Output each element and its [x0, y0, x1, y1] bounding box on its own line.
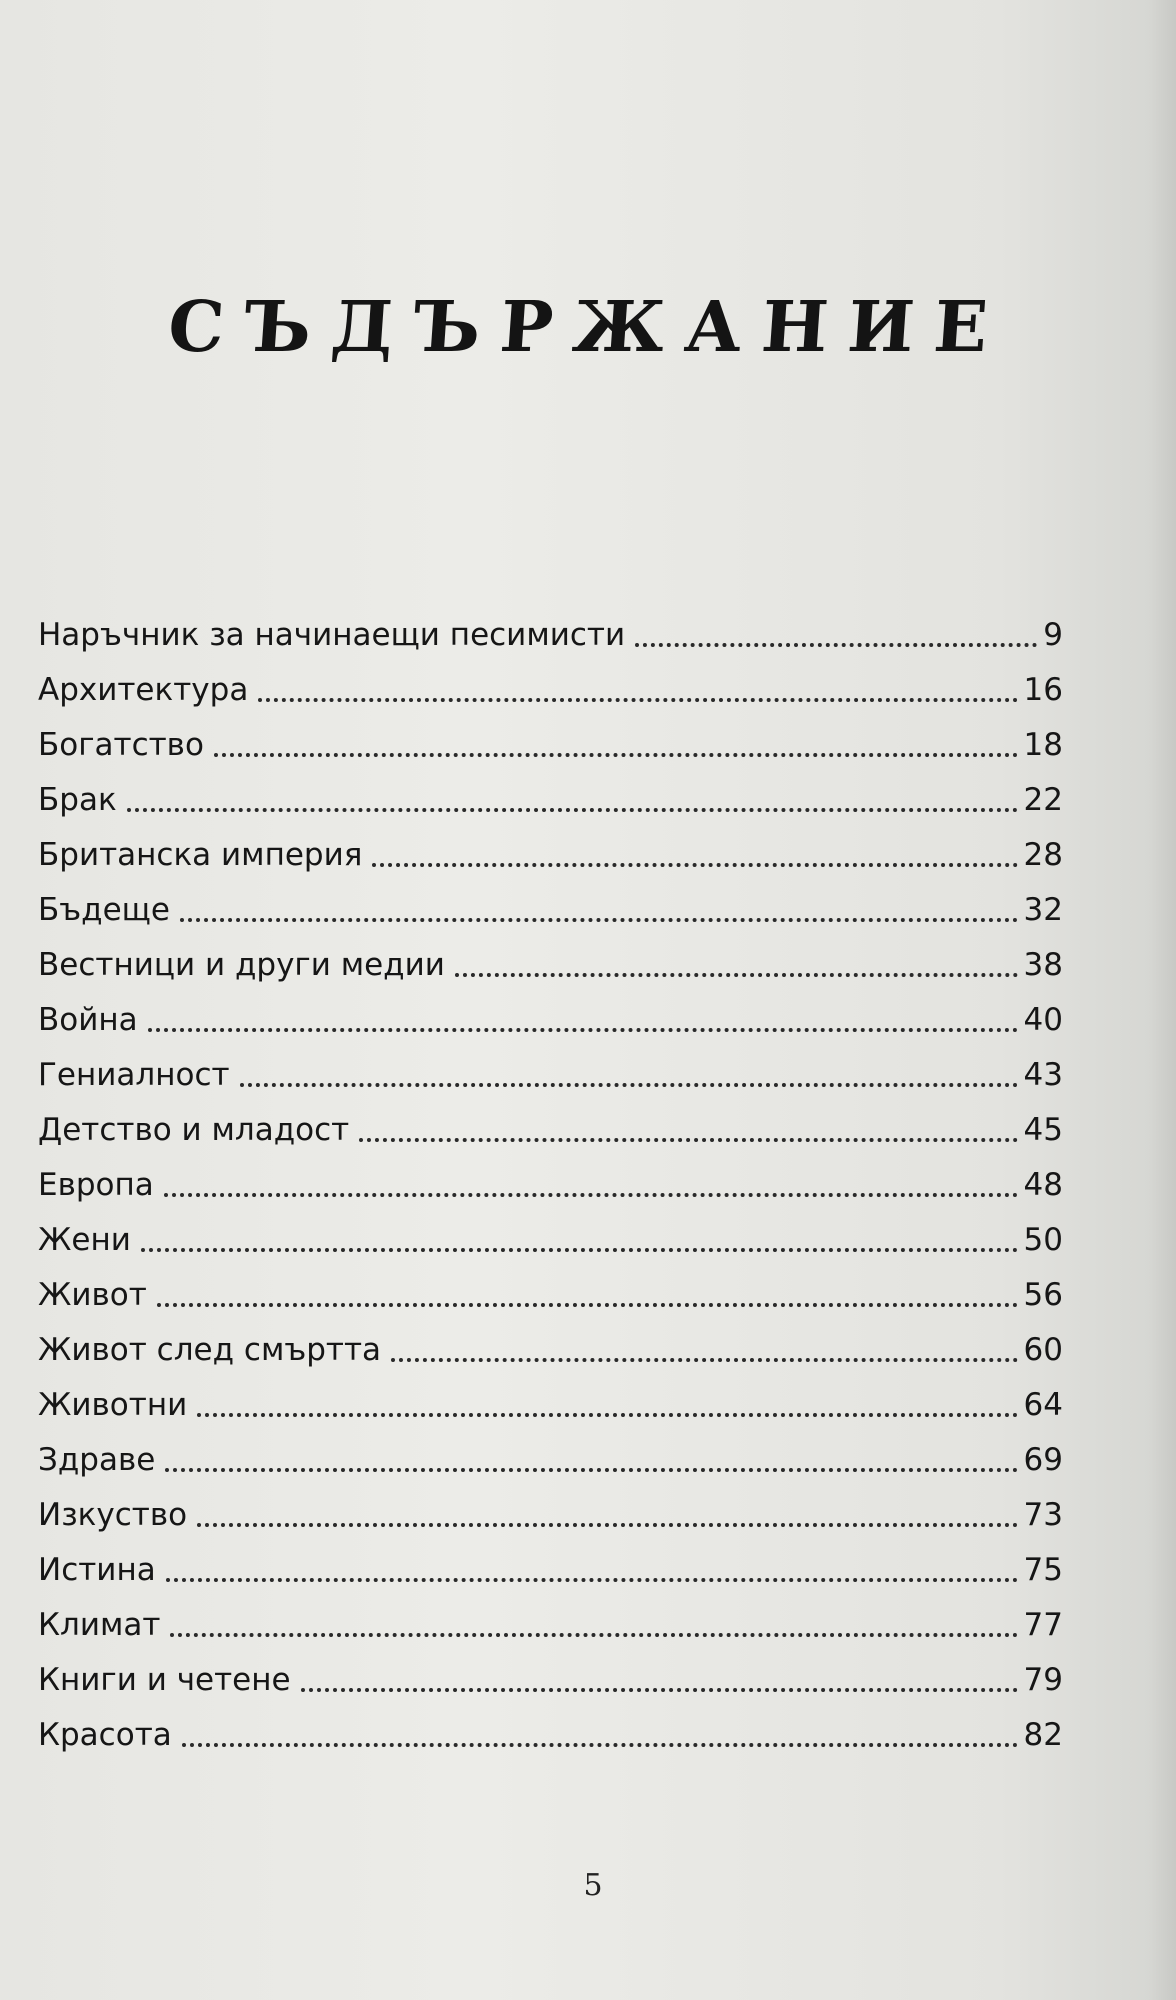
toc-entry-title: Вестници и други медии [38, 947, 445, 983]
dot-leader [148, 1028, 1018, 1032]
toc-entry [38, 1370, 1063, 1425]
toc-entry-page: 64 [1023, 1387, 1063, 1423]
toc-entry-page: 50 [1023, 1222, 1063, 1258]
toc-entry-title: Британска империя [38, 837, 363, 873]
toc-entry [38, 1700, 1063, 1755]
toc-entry-title: Живот след смъртта [38, 1332, 382, 1368]
toc-entry [38, 1480, 1063, 1535]
toc-entry-title: Жени [38, 1222, 131, 1258]
toc-entry [38, 1590, 1063, 1645]
dot-leader [127, 808, 1018, 812]
dot-leader [214, 753, 1018, 757]
toc-entry-page: 32 [1023, 892, 1063, 928]
dot-leader [165, 1468, 1017, 1472]
toc-entry [38, 985, 1063, 1040]
toc-entry [38, 1260, 1063, 1315]
toc-heading: СЪДЪРЖАНИЕ [165, 285, 1011, 368]
toc-entry-page: 28 [1023, 837, 1063, 873]
toc-entry-title: Наръчник за начинаещи песимисти [38, 617, 626, 653]
toc-entry-page: 22 [1023, 782, 1063, 818]
toc-entry-title: Красота [38, 1717, 172, 1753]
toc-entry-title: Детство и младост [38, 1112, 350, 1148]
dot-leader [197, 1523, 1017, 1527]
toc-entry-title: Война [38, 1002, 138, 1038]
toc-entry-page: 18 [1023, 727, 1063, 763]
toc-entry-title: Живот [38, 1277, 147, 1313]
toc-entry-title: Брак [38, 782, 117, 818]
toc-entry-page: 48 [1023, 1167, 1063, 1203]
dot-leader [635, 643, 1037, 647]
dot-leader [240, 1083, 1018, 1087]
toc-entry-page: 79 [1023, 1662, 1063, 1698]
toc-entry-title: Богатство [38, 727, 204, 763]
toc-entry-page: 60 [1023, 1332, 1063, 1368]
dot-leader [170, 1633, 1017, 1637]
toc-entry [38, 1425, 1063, 1480]
toc-entry-title: Животни [38, 1387, 188, 1423]
dot-leader [166, 1578, 1018, 1582]
toc-entry-title: Изкуство [38, 1497, 188, 1533]
dot-leader [372, 863, 1017, 867]
toc-entry-page: 82 [1023, 1717, 1063, 1753]
toc-entry-title: Гениалност [38, 1057, 230, 1093]
toc-entry-page: 38 [1023, 947, 1063, 983]
toc-entry [38, 1315, 1063, 1370]
toc-entry-title: Книги и четене [38, 1662, 291, 1698]
toc-entry [38, 1205, 1063, 1260]
dot-leader [301, 1688, 1018, 1692]
toc-entry-title: Климат [38, 1607, 161, 1643]
dot-leader [157, 1303, 1018, 1307]
toc-entry-page: 45 [1023, 1112, 1063, 1148]
toc-entry-title: Европа [38, 1167, 154, 1203]
table-of-contents [38, 600, 1063, 1755]
toc-entry-title: Бъдеще [38, 892, 170, 928]
toc-entry [38, 710, 1063, 765]
toc-entry [38, 1645, 1063, 1700]
dot-leader [391, 1358, 1018, 1362]
dot-leader [197, 1413, 1017, 1417]
toc-entry-page: 43 [1023, 1057, 1063, 1093]
page-number: 5 [583, 1868, 603, 1903]
toc-entry [38, 1150, 1063, 1205]
dot-leader [180, 918, 1018, 922]
toc-entry [38, 875, 1063, 930]
toc-entry-page: 9 [1043, 617, 1063, 653]
toc-entry-page: 75 [1023, 1552, 1063, 1588]
toc-entry [38, 930, 1063, 985]
toc-entry-page: 69 [1023, 1442, 1063, 1478]
dot-leader [141, 1248, 1018, 1252]
dot-leader [455, 973, 1018, 977]
dot-leader [359, 1138, 1017, 1142]
dot-leader [164, 1193, 1018, 1197]
toc-entry [38, 1040, 1063, 1095]
dot-leader [258, 698, 1017, 702]
toc-entry [38, 1535, 1063, 1590]
toc-entry [38, 1095, 1063, 1150]
toc-entry-page: 73 [1023, 1497, 1063, 1533]
toc-entry-title: Архитектура [38, 672, 249, 708]
toc-entry [38, 765, 1063, 820]
toc-entry-page: 16 [1023, 672, 1063, 708]
toc-entry-title: Здраве [38, 1442, 156, 1478]
toc-entry-page: 77 [1023, 1607, 1063, 1643]
toc-entry-page: 56 [1023, 1277, 1063, 1313]
dot-leader [182, 1743, 1018, 1747]
toc-entry-title: Истина [38, 1552, 156, 1588]
toc-entry [38, 655, 1063, 710]
toc-entry [38, 600, 1063, 655]
toc-entry [38, 820, 1063, 875]
toc-entry-page: 40 [1023, 1002, 1063, 1038]
